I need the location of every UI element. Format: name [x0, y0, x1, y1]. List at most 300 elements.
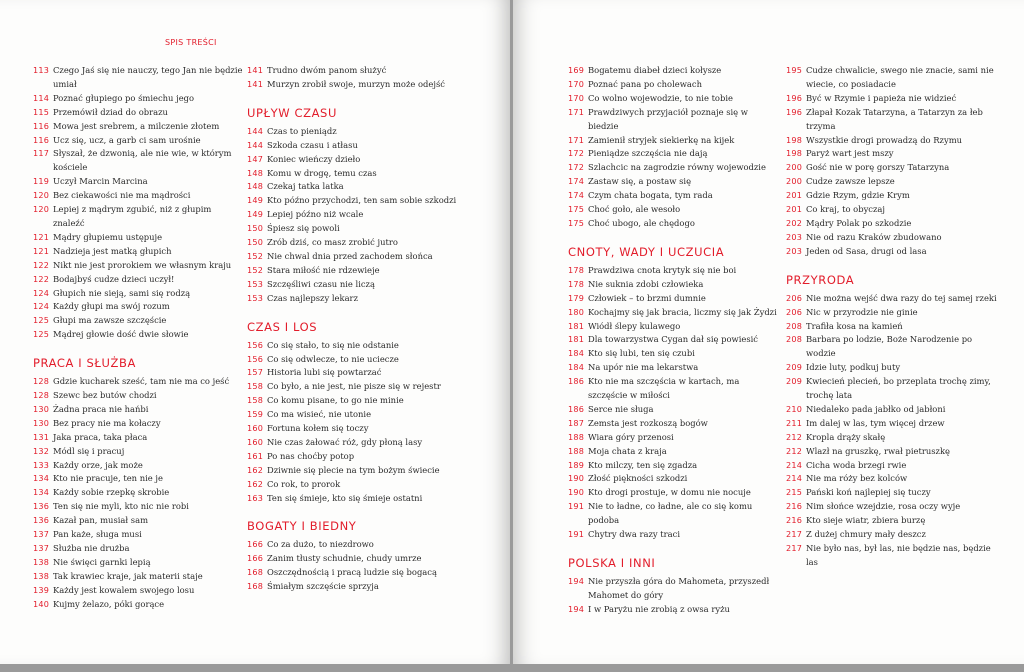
- entry-title: Kropla drąży skałę: [806, 431, 886, 442]
- toc-entry: [786, 147, 1001, 161]
- toc-entry: [568, 347, 780, 361]
- toc-entry: [33, 375, 245, 389]
- toc-entry: [568, 375, 780, 403]
- toc-entry: [786, 106, 1001, 134]
- entry-title: Historia lubi się powtarzać: [267, 367, 382, 378]
- toc-entry: [568, 175, 780, 189]
- toc-entry: [568, 403, 780, 417]
- entry-title: Nie od razu Kraków zbudowano: [806, 231, 942, 242]
- entry-title: Cudze zawsze lepsze: [806, 176, 895, 187]
- entry-title: Nic w przyrodzie nie ginie: [806, 306, 918, 317]
- page-number: 122: [33, 273, 50, 284]
- page-number: 115: [33, 106, 50, 117]
- page-number: 178: [568, 264, 585, 275]
- page-number: 148: [247, 181, 264, 192]
- entry-title: Pan każe, sługa musi: [53, 529, 142, 540]
- entry-title: Głupich nie sieją, sami się rodzą: [53, 287, 191, 298]
- page-number: 152: [247, 250, 264, 261]
- toc-entry: [568, 92, 780, 106]
- entry-title: Nie święci garnki lepią: [53, 556, 151, 567]
- page-number: 215: [786, 487, 803, 498]
- entry-title: Kujmy żelazo, póki gorące: [53, 598, 165, 609]
- page-number: 128: [33, 376, 50, 387]
- left-column-2: [247, 64, 457, 594]
- toc-entry: [786, 333, 1001, 361]
- toc-entry: [786, 134, 1001, 148]
- toc-entry: [33, 287, 245, 301]
- page-number: 210: [786, 403, 803, 414]
- page-number: 139: [33, 584, 50, 595]
- entry-title: Zamienił stryjek siekierkę na kijek: [588, 134, 735, 145]
- page-number: 152: [247, 264, 264, 275]
- toc-entry: [568, 78, 780, 92]
- page-number: 117: [33, 148, 50, 159]
- toc-entry: [247, 125, 457, 139]
- page-number: 208: [786, 334, 803, 345]
- toc-entry: [568, 320, 780, 334]
- toc-entry: [568, 161, 780, 175]
- page-number: 166: [247, 539, 264, 550]
- page-number: 160: [247, 423, 264, 434]
- entry-title: Choć ubogo, ale chędogo: [588, 217, 695, 228]
- entry-title: Poznać głupiego po śmiechu jego: [53, 92, 195, 103]
- page-number: 217: [786, 529, 803, 540]
- entry-title: Ucz się, ucz, a garb ci sam urośnie: [53, 134, 201, 145]
- page-number: 138: [33, 570, 50, 581]
- toc-entry: [33, 314, 245, 328]
- entry-title: Zanim tłusty schudnie, chudy umrze: [267, 553, 422, 564]
- toc-entry: [33, 92, 245, 106]
- page-number: 180: [568, 306, 585, 317]
- entry-title: Idzie luty, podkuj buty: [806, 362, 901, 373]
- toc-entry: [247, 478, 457, 492]
- page-number: 216: [786, 515, 803, 526]
- entry-title: Gość nie w porę gorszy Tatarzyna: [806, 162, 950, 173]
- toc-entry: [568, 64, 780, 78]
- page-number: 138: [33, 556, 50, 567]
- page-number: 209: [786, 376, 803, 387]
- page-number: 150: [247, 237, 264, 248]
- page-number: 200: [786, 176, 803, 187]
- entry-title: Stara miłość nie rdzewieje: [267, 264, 380, 275]
- entry-title: Fortuna kołem się toczy: [267, 423, 369, 434]
- page-number: 179: [568, 292, 585, 303]
- entry-title: Poznać pana po cholewach: [588, 78, 702, 89]
- left-page: [0, 0, 510, 664]
- page-number: 125: [33, 315, 50, 326]
- toc-entry: [568, 486, 780, 500]
- entry-title: Co wolno wojewodzie, to nie tobie: [588, 92, 733, 103]
- page-number: 175: [568, 204, 585, 215]
- toc-entry: [568, 292, 780, 306]
- toc-entry: [33, 431, 245, 445]
- page-number: 144: [247, 125, 264, 136]
- toc-entry: [568, 203, 780, 217]
- page-number: 162: [247, 478, 264, 489]
- entry-title: Wszystkie drogi prowadzą do Rzymu: [806, 134, 963, 145]
- toc-entry: [786, 514, 1001, 528]
- page-number: 168: [247, 567, 264, 578]
- entry-title: Złapał Kozak Tatarzyna, a Tatarzyn za łeb trzyma: [806, 106, 983, 131]
- entry-title: Służba nie drużba: [53, 543, 130, 553]
- entry-title: Każdy sobie rzepkę skrobie: [53, 487, 170, 498]
- toc-entry: [247, 394, 457, 408]
- page-number: 136: [33, 515, 50, 526]
- entry-title: Kwiecień plecień, bo przeplata trochę zimy, trochę lata: [806, 376, 991, 401]
- toc-entry: [786, 292, 1001, 306]
- toc-entry: [247, 353, 457, 367]
- toc-entry: [33, 259, 245, 273]
- entry-title: Nadzieja jest matką głupich: [53, 245, 172, 256]
- page-number: 160: [247, 436, 264, 447]
- page-number: 156: [247, 353, 264, 364]
- toc-entry: [33, 231, 245, 245]
- page-number: 132: [33, 445, 50, 456]
- page-number: 148: [247, 167, 264, 178]
- page-number: 158: [247, 381, 264, 392]
- page-number: 211: [786, 417, 803, 428]
- toc-entry: [247, 464, 457, 478]
- page-number: 168: [247, 581, 264, 592]
- entry-title: Niedaleko pada jabłko od jabłoni: [806, 403, 946, 414]
- toc-entry: [786, 320, 1001, 334]
- page-number: 217: [786, 543, 803, 553]
- entry-title: Każdy jest kowalem swojego losu: [53, 584, 195, 595]
- entry-title: Pański koń najlepiej się tuczy: [806, 487, 931, 498]
- page-number: 191: [568, 529, 585, 540]
- entry-title: Czego Jaś się nie nauczy, tego Jan nie będzie umiał: [53, 65, 243, 89]
- toc-entry: [786, 417, 1001, 431]
- entry-title: Zrób dziś, co masz zrobić jutro: [267, 237, 398, 248]
- entry-title: Nie chwal dnia przed zachodem słońca: [267, 250, 433, 261]
- toc-entry: [247, 236, 457, 250]
- entry-title: Czas to pieniądz: [267, 125, 337, 136]
- toc-entry: [33, 106, 245, 120]
- toc-entry: [33, 472, 245, 486]
- page-number: 114: [33, 92, 50, 103]
- toc-entry: [33, 273, 245, 287]
- page-number: 141: [247, 65, 264, 75]
- entry-title: Głupi ma zawsze szczęście: [53, 315, 167, 326]
- page-number: 136: [33, 501, 50, 512]
- toc-entry: [33, 514, 245, 528]
- toc-entry: [568, 217, 780, 231]
- entry-title: Nie to ładne, co ładne, ale co się komu podoba: [588, 501, 753, 526]
- entry-title: Uczył Marcin Marcina: [53, 176, 148, 187]
- entry-title: Śmiałym szczęście sprzyja: [267, 581, 379, 592]
- entry-title: Człowiek – to brzmi dumnie: [588, 292, 706, 303]
- page-number: 159: [247, 409, 264, 420]
- toc-entry: [33, 328, 245, 342]
- entry-title: Nie ma róży bez kolców: [806, 473, 908, 484]
- page-number: 119: [33, 176, 50, 187]
- toc-entry: [786, 189, 1001, 203]
- toc-entry: [247, 264, 457, 278]
- entry-title: Czym chata bogata, tym rada: [588, 190, 713, 201]
- entry-title: Bez pracy nie ma kołaczy: [53, 417, 161, 428]
- toc-entry: [247, 167, 457, 181]
- entry-title: Choć goło, ale wesoło: [588, 204, 681, 215]
- toc-entry: [33, 245, 245, 259]
- toc-entry: [786, 500, 1001, 514]
- toc-entry: [786, 161, 1001, 175]
- toc-entry: [33, 598, 245, 612]
- entry-title: Prawdziwa cnota krytyk się nie boi: [588, 264, 737, 275]
- toc-entry: [247, 139, 457, 153]
- toc-entry: [568, 147, 780, 161]
- page-number: 212: [786, 445, 803, 456]
- entry-title: Cicha woda brzegi rwie: [806, 459, 907, 470]
- toc-entry: [247, 208, 457, 222]
- entry-title: Wiara góry przenosi: [588, 431, 674, 442]
- entry-title: Wlazł na gruszkę, rwał pietruszkę: [806, 445, 950, 456]
- entry-title: Cudze chwalicie, swego nie znacie, sami nie wiecie, co posiadacie: [806, 65, 994, 89]
- toc-entry: [33, 389, 245, 403]
- toc-header: SPIS TREŚCI: [165, 38, 217, 47]
- section-heading: PRZYRODA: [786, 272, 855, 287]
- page-number: 190: [568, 487, 585, 498]
- entry-title: Gdzie Rzym, gdzie Krym: [806, 190, 910, 201]
- entry-title: Kto nie ma szczęścia w kartach, ma szczęście w miłości: [588, 376, 740, 401]
- entry-title: Czas najlepszy lekarz: [267, 292, 358, 303]
- page-number: 194: [568, 603, 585, 614]
- toc-entry: [247, 78, 457, 92]
- entry-title: Nie przyszła góra do Mahometa, przyszedł Mahomet do góry: [588, 576, 770, 600]
- entry-title: Zastaw się, a postaw się: [588, 176, 692, 187]
- page-number: 150: [247, 223, 264, 234]
- page-number: 130: [33, 403, 50, 414]
- toc-entry: [33, 134, 245, 148]
- toc-entry: [247, 492, 457, 506]
- page-number: 214: [786, 459, 803, 470]
- page-number: 134: [33, 473, 50, 484]
- toc-entry: [247, 222, 457, 236]
- page-number: 171: [568, 106, 585, 117]
- page-number: 134: [33, 487, 50, 498]
- entry-title: Mądry Polak po szkodzie: [806, 217, 912, 228]
- toc-entry: [568, 603, 780, 617]
- page-number: 122: [33, 259, 50, 270]
- page-number: 201: [786, 190, 803, 201]
- toc-entry: [568, 278, 780, 292]
- toc-entry: [33, 528, 245, 542]
- toc-entry: [247, 278, 457, 292]
- toc-entry: [786, 431, 1001, 445]
- toc-entry: [247, 180, 457, 194]
- entry-title: Każdy głupi ma swój rozum: [53, 301, 170, 312]
- toc-entry: [247, 422, 457, 436]
- entry-title: Trudno dwóm panom służyć: [267, 65, 387, 75]
- toc-entry: [786, 361, 1001, 375]
- page-number: 196: [786, 106, 803, 117]
- entry-title: Mądry głupiemu ustępuje: [53, 231, 163, 242]
- toc-entry: [247, 339, 457, 353]
- entry-title: Każdy orze, jak może: [53, 459, 143, 470]
- entry-title: Komu w drogę, temu czas: [267, 167, 377, 178]
- page-number: 141: [247, 78, 264, 89]
- toc-entry: [33, 556, 245, 570]
- entry-title: Trafiła kosa na kamień: [806, 320, 903, 331]
- entry-title: Bodajbyś cudze dzieci uczył!: [53, 273, 175, 284]
- page-number: 172: [568, 148, 585, 159]
- entry-title: Murzyn zrobił swoje, murzyn może odejść: [267, 78, 445, 89]
- page-number: 170: [568, 78, 585, 89]
- toc-entry: [33, 459, 245, 473]
- toc-entry: [568, 106, 780, 134]
- toc-entry: [247, 292, 457, 306]
- entry-title: Żadna praca nie hańbi: [53, 403, 149, 414]
- toc-entry: [786, 486, 1001, 500]
- page-number: 172: [568, 162, 585, 173]
- page-number: 189: [568, 459, 585, 470]
- toc-entry: [786, 459, 1001, 473]
- page-number: 153: [247, 292, 264, 303]
- section-heading: POLSKA I INNI: [568, 556, 656, 570]
- page-number: 153: [247, 278, 264, 289]
- page-number: 163: [247, 492, 264, 503]
- entry-title: Szewc bez butów chodzi: [53, 390, 157, 401]
- page-number: 201: [786, 204, 803, 215]
- section-heading: BOGATY I BIEDNY: [247, 519, 357, 534]
- entry-title: Kto się lubi, ten się czubi: [588, 348, 695, 359]
- entry-title: Co ma wisieć, nie utonie: [267, 409, 372, 420]
- entry-title: Bogatemu diabeł dzieci kołysze: [588, 65, 722, 75]
- toc-entry: [568, 189, 780, 203]
- entry-title: Serce nie sługa: [588, 403, 654, 414]
- page-number: 124: [33, 301, 50, 312]
- entry-title: Szczęśliwi czasu nie liczą: [267, 278, 375, 289]
- entry-title: Gdzie kucharek sześć, tam nie ma co jeść: [53, 376, 230, 387]
- toc-entry: [786, 445, 1001, 459]
- entry-title: Co kraj, to obyczaj: [806, 204, 886, 215]
- page-number: 216: [786, 501, 803, 512]
- toc-entry: [786, 231, 1001, 245]
- entry-title: Bez ciekawości nie ma mądrości: [53, 190, 191, 201]
- toc-entry: [33, 403, 245, 417]
- entry-title: Moja chata z kraja: [588, 445, 667, 456]
- page-number: 140: [33, 598, 50, 609]
- page-number: 214: [786, 473, 803, 484]
- page-number: 203: [786, 231, 803, 242]
- toc-entry: [786, 472, 1001, 486]
- toc-entry: [568, 333, 780, 347]
- section-heading: CZAS I LOS: [247, 319, 318, 334]
- entry-title: Dziwnie się plecie na tym bożym świecie: [267, 464, 440, 475]
- page-number: 157: [247, 367, 264, 378]
- page-number: 188: [568, 445, 585, 456]
- toc-entry: [33, 584, 245, 598]
- entry-title: I w Paryżu nie zrobią z owsa ryżu: [588, 603, 730, 614]
- entry-title: Co komu pisane, to go nie minie: [267, 395, 404, 406]
- section-heading: UPŁYW CZASU: [247, 105, 337, 120]
- entry-title: Słyszał, że dzwonią, ale nie wie, w którym kościele: [53, 148, 232, 173]
- entry-title: Wiódł ślepy kulawego: [588, 320, 681, 331]
- page-number: 158: [247, 395, 264, 406]
- toc-entry: [247, 538, 457, 552]
- toc-entry: [33, 175, 245, 189]
- entry-title: Być w Rzymie i papieża nie widzieć: [806, 92, 957, 103]
- page-number: 178: [568, 278, 585, 289]
- page-number: 116: [33, 120, 50, 131]
- entry-title: Nie było nas, był las, nie będzie nas, będzie las: [806, 543, 991, 567]
- toc-entry: [33, 486, 245, 500]
- page-number: 120: [33, 204, 50, 215]
- page-number: 181: [568, 334, 585, 345]
- page-number: 144: [247, 139, 264, 150]
- toc-entry: [786, 64, 1001, 92]
- page-number: 184: [568, 348, 585, 359]
- toc-entry: [247, 64, 457, 78]
- toc-entry: [33, 300, 245, 314]
- toc-entry: [786, 175, 1001, 189]
- entry-title: Kto drogi prostuje, w domu nie nocuje: [588, 487, 751, 498]
- entry-title: Nikt nie jest prorokiem we własnym kraju: [53, 259, 232, 270]
- toc-entry: [786, 217, 1001, 231]
- toc-entry: [568, 445, 780, 459]
- toc-entry: [786, 542, 1001, 570]
- toc-entry: [33, 147, 245, 175]
- toc-entry: [568, 264, 780, 278]
- page-number: 203: [786, 245, 803, 256]
- entry-title: Barbara po lodzie, Boże Narodzenie po wodzie: [806, 334, 973, 359]
- page-number: 206: [786, 292, 803, 303]
- toc-entry: [247, 380, 457, 394]
- page-number: 161: [247, 450, 264, 461]
- entry-title: Kazał pan, musiał sam: [53, 515, 149, 526]
- page-number: 174: [568, 176, 585, 187]
- toc-entry: [33, 203, 245, 231]
- entry-title: Na upór nie ma lekarstwa: [588, 362, 699, 373]
- entry-title: Jeden od Sasa, drugi od lasa: [806, 245, 927, 256]
- page-number: 130: [33, 417, 50, 428]
- toc-entry: [568, 528, 780, 542]
- entry-title: Lepiej z mądrym zgubić, niż z głupim znaleźć: [53, 204, 212, 228]
- page-number: 147: [247, 153, 264, 164]
- toc-entry: [247, 580, 457, 594]
- page-number: 166: [247, 553, 264, 564]
- toc-entry: [786, 528, 1001, 542]
- page-number: 169: [568, 65, 585, 75]
- entry-title: Oszczędnością i pracą ludzie się bogacą: [267, 567, 437, 578]
- page-number: 196: [786, 92, 803, 103]
- page-number: 200: [786, 162, 803, 173]
- entry-title: Dla towarzystwa Cygan dał się powiesić: [588, 334, 759, 345]
- page-number: 120: [33, 190, 50, 201]
- page-number: 198: [786, 134, 803, 145]
- entry-title: Szkoda czasu i atłasu: [267, 139, 358, 150]
- entry-title: Jaka praca, taka płaca: [53, 431, 148, 442]
- toc-entry: [568, 417, 780, 431]
- toc-entry: [247, 153, 457, 167]
- right-column-1: [568, 64, 780, 617]
- page-number: 190: [568, 473, 585, 484]
- toc-entry: [568, 459, 780, 473]
- toc-entry: [33, 64, 245, 92]
- entry-title: Im dalej w las, tym więcej drzew: [806, 417, 945, 428]
- page-number: 206: [786, 306, 803, 317]
- entry-title: Nim słońce wzejdzie, rosa oczy wyje: [806, 501, 961, 512]
- entry-title: Lepiej późno niż wcale: [267, 209, 364, 220]
- page-number: 194: [568, 576, 585, 586]
- toc-entry: [247, 366, 457, 380]
- page-number: 131: [33, 431, 50, 442]
- entry-title: Kto milczy, ten się zgadza: [588, 459, 698, 470]
- entry-title: Nie suknia zdobi człowieka: [588, 278, 704, 289]
- page-number: 186: [568, 376, 585, 387]
- toc-entry: [33, 417, 245, 431]
- toc-entry: [247, 250, 457, 264]
- left-column-1: [33, 64, 245, 612]
